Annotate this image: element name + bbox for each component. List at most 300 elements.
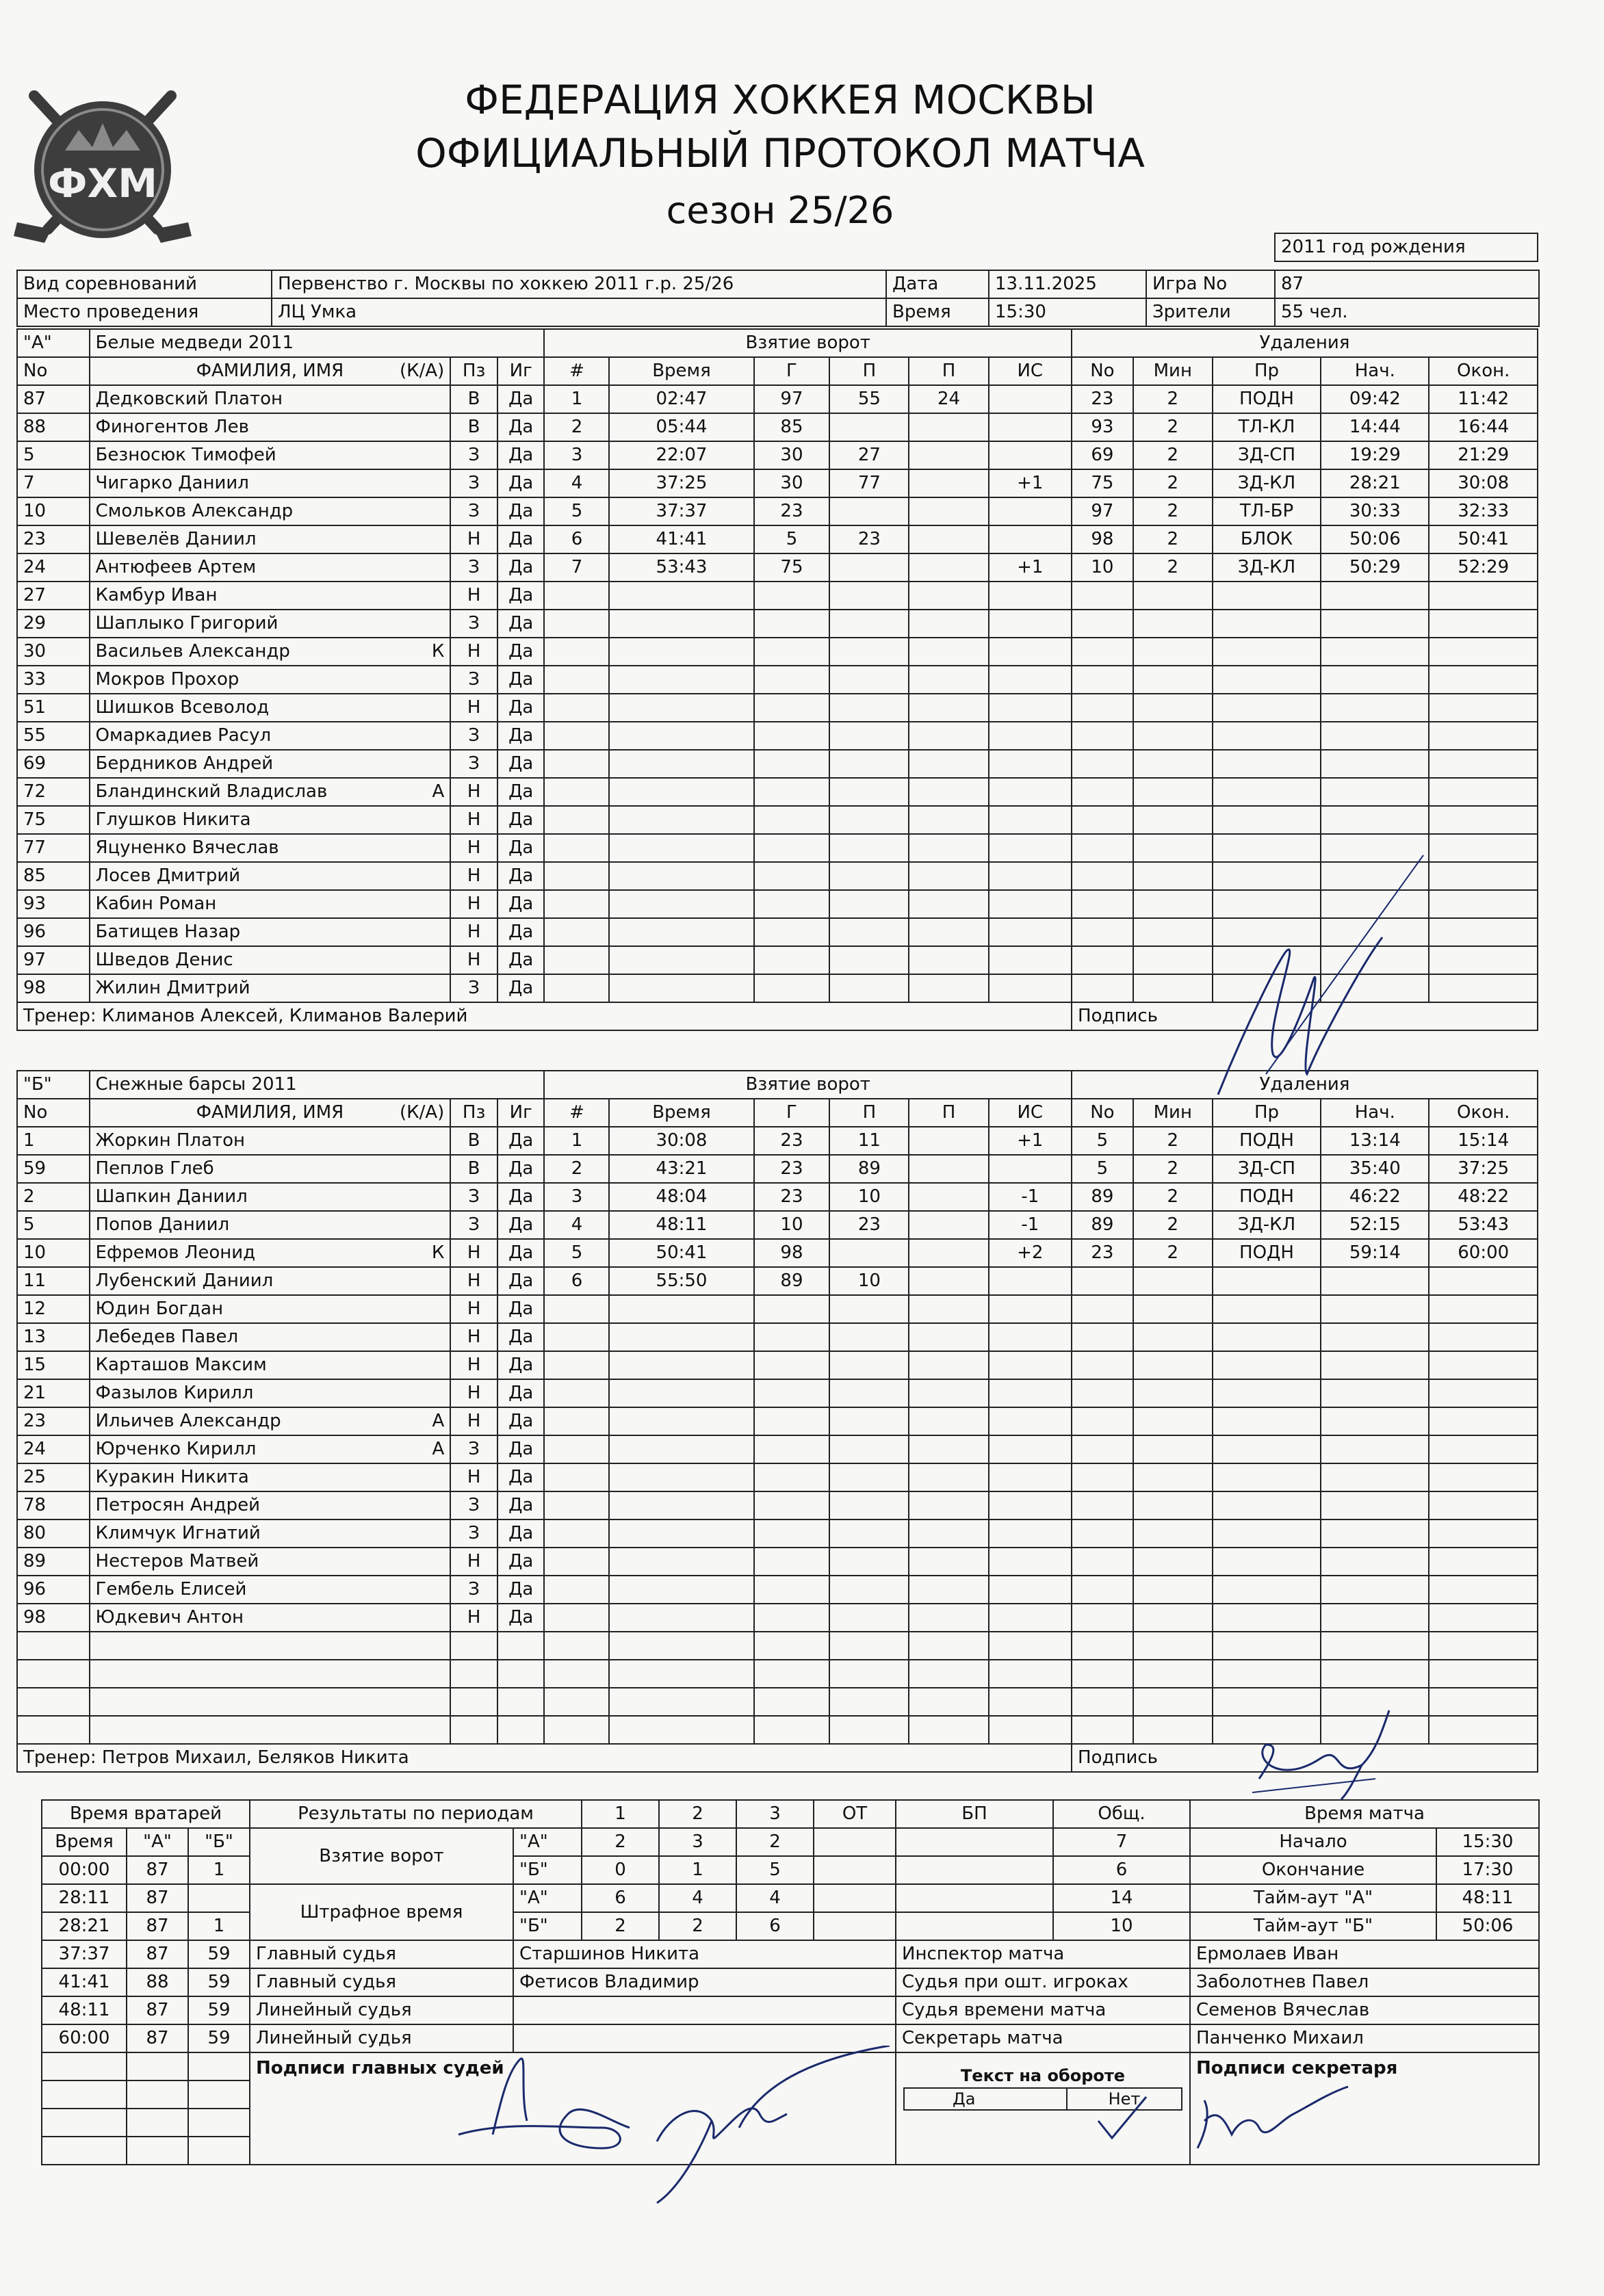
goal-is: +1 [989, 553, 1072, 582]
penalty-min: 2 [1133, 1211, 1213, 1239]
penalty-start [1321, 1295, 1429, 1323]
col-goal-time: Время [609, 1099, 753, 1127]
penalty-end [1429, 610, 1538, 638]
goal-g [754, 918, 830, 946]
player-played: Да [497, 1407, 545, 1435]
penalty-no [1072, 890, 1133, 918]
player-played: Да [497, 1463, 545, 1491]
match-info-table [16, 270, 1540, 327]
player-no: 11 [17, 1267, 90, 1295]
goal-n [544, 666, 609, 694]
goal-p2 [909, 610, 988, 638]
penalty-end [1429, 1491, 1538, 1519]
player-row [17, 1435, 1538, 1463]
goal-is [989, 1688, 1072, 1716]
penalty-min [1133, 1379, 1213, 1407]
goal-n [544, 750, 609, 778]
penalty-end: 30:08 [1429, 469, 1538, 497]
penalty-reason: ЗД-КЛ [1213, 553, 1321, 582]
player-played: Да [497, 1127, 545, 1155]
player-name-cell [90, 1127, 451, 1155]
goal-time [609, 666, 753, 694]
goal-g [754, 1407, 830, 1435]
goal-p2 [909, 1351, 988, 1379]
goal-p2 [909, 946, 988, 974]
player-name: Мокров Прохор [95, 669, 240, 690]
goal-p2 [909, 1407, 988, 1435]
goal-g: 23 [754, 1127, 830, 1155]
player-name-cell [90, 834, 451, 862]
goal-p2 [909, 553, 988, 582]
goal-p1 [829, 918, 909, 946]
penalty-start [1321, 722, 1429, 750]
goal-is [989, 1519, 1072, 1548]
end-label: Окончание [1190, 1856, 1436, 1884]
goal-n [544, 946, 609, 974]
goal-is [989, 1632, 1072, 1660]
penalty-start [1321, 750, 1429, 778]
player-no: 55 [17, 722, 90, 750]
official-role: Линейный судья [250, 1996, 513, 2024]
player-position: Н [450, 890, 497, 918]
spectators-label: Зрители [1146, 298, 1275, 326]
team-tag: "Б" [17, 1071, 90, 1099]
player-played: Да [497, 918, 545, 946]
penalty-start [1321, 1351, 1429, 1379]
goal-n [544, 1604, 609, 1632]
penalty-reason [1213, 1323, 1321, 1351]
player-name-cell [90, 1379, 451, 1407]
col-pen-no: No [1072, 357, 1133, 385]
goal-time [609, 1576, 753, 1604]
goal-n [544, 1576, 609, 1604]
player-name-cell [90, 1183, 451, 1211]
penalty-start [1321, 1323, 1429, 1351]
goalie-time: 41:41 [42, 1968, 127, 1996]
player-position: З [450, 497, 497, 525]
goal-p2 [909, 1155, 988, 1183]
penalty-reason: ЗД-СП [1213, 1155, 1321, 1183]
player-name: Омаркадиев Расул [95, 725, 272, 746]
player-row [17, 1604, 1538, 1632]
player-row [17, 1239, 1538, 1267]
player-row [17, 1407, 1538, 1435]
total-header: Общ. [1053, 1800, 1190, 1828]
official-role-2: Секретарь матча [896, 2024, 1190, 2052]
goal-g: 85 [754, 413, 830, 441]
penalty-no [1072, 582, 1133, 610]
player-row [17, 974, 1538, 1002]
goal-p1 [829, 806, 909, 834]
goal-time [609, 638, 753, 666]
penalty-min [1133, 1323, 1213, 1351]
player-name: Бердников Андрей [95, 753, 274, 774]
goal-p2 [909, 1632, 988, 1660]
player-row [17, 918, 1538, 946]
penalty-reason [1213, 610, 1321, 638]
player-row [17, 1295, 1538, 1323]
penalty-end: 52:29 [1429, 553, 1538, 582]
time-label: Время [886, 298, 989, 326]
official-role-2: Судья времени матча [896, 1996, 1190, 2024]
penalty-no [1072, 1576, 1133, 1604]
goalie-b: 59 [188, 2024, 250, 2052]
penalty-min [1133, 694, 1213, 722]
penalty-end: 48:22 [1429, 1183, 1538, 1211]
player-name: Карташов Максим [95, 1355, 267, 1375]
time-value: 15:30 [989, 298, 1146, 326]
penalty-min [1133, 1604, 1213, 1632]
goal-g [754, 946, 830, 974]
pim-b-bp [896, 1912, 1053, 1940]
penalty-reason: ЗД-КЛ [1213, 1211, 1321, 1239]
player-name: Кабин Роман [95, 893, 217, 914]
col-pos: Пз [450, 1099, 497, 1127]
official-role: Линейный судья [250, 2024, 513, 2052]
competition-value: Первенство г. Москвы по хоккею 2011 г.р. 25/26 [272, 270, 886, 298]
goal-p2 [909, 1604, 988, 1632]
penalty-min [1133, 1716, 1213, 1744]
player-played: Да [497, 1351, 545, 1379]
goal-p2 [909, 1211, 988, 1239]
goal-g [754, 1435, 830, 1463]
player-position: Н [450, 834, 497, 862]
player-name-cell [90, 497, 451, 525]
penalty-reason [1213, 1716, 1321, 1744]
penalty-start [1321, 918, 1429, 946]
goal-g [754, 778, 830, 806]
player-row [17, 553, 1538, 582]
pim-b-total: 10 [1053, 1912, 1190, 1940]
player-no [17, 1660, 90, 1688]
penalty-no [1072, 1407, 1133, 1435]
penalty-end: 15:14 [1429, 1127, 1538, 1155]
player-row [17, 1127, 1538, 1155]
goalie-a: 87 [127, 2024, 188, 2052]
periods-header: Результаты по периодам [250, 1800, 582, 1828]
penalty-no: 69 [1072, 441, 1133, 469]
player-played: Да [497, 1491, 545, 1519]
player-no [17, 1688, 90, 1716]
player-no: 10 [17, 1239, 90, 1267]
penalty-reason: ТЛ-БР [1213, 497, 1321, 525]
goals-b-p2: 1 [659, 1856, 736, 1884]
goal-p1 [829, 778, 909, 806]
season-title: сезон 25/26 [666, 189, 894, 232]
penalty-start: 35:40 [1321, 1155, 1429, 1183]
player-name: Антюфеев Артем [95, 557, 257, 577]
player-row [17, 610, 1538, 638]
goal-p2 [909, 582, 988, 610]
penalty-no: 89 [1072, 1183, 1133, 1211]
player-name: Шаплыко Григорий [95, 613, 279, 634]
player-name-cell [90, 750, 451, 778]
player-name-cell [90, 1295, 451, 1323]
penalty-reason [1213, 638, 1321, 666]
goal-g: 23 [754, 497, 830, 525]
player-played: Да [497, 834, 545, 862]
player-no: 96 [17, 918, 90, 946]
player-name-cell [90, 1155, 451, 1183]
col-name [90, 1099, 451, 1127]
birth-year-box [1274, 233, 1538, 262]
pim-a-p3: 4 [736, 1884, 814, 1912]
goal-p1 [829, 1463, 909, 1491]
goal-g: 30 [754, 469, 830, 497]
penalty-reason: ПОДН [1213, 1239, 1321, 1267]
player-played: Да [497, 525, 545, 553]
player-name: Безносюк Тимофей [95, 445, 276, 465]
goal-p1 [829, 946, 909, 974]
penalty-end [1429, 1548, 1538, 1576]
goal-p1 [829, 1716, 909, 1744]
penalties-section-header: Удаления [1072, 329, 1538, 357]
penalty-end [1429, 1267, 1538, 1295]
goal-n [544, 1519, 609, 1548]
goal-p2 [909, 1519, 988, 1548]
goal-time [609, 694, 753, 722]
goal-p2 [909, 1548, 988, 1576]
goal-p2 [909, 666, 988, 694]
penalty-start: 59:14 [1321, 1239, 1429, 1267]
goal-p2 [909, 1716, 988, 1744]
goal-n [544, 1323, 609, 1351]
player-name: Жилин Дмитрий [95, 978, 250, 998]
penalty-reason [1213, 1295, 1321, 1323]
player-position: З [450, 1183, 497, 1211]
col-goal-no: # [544, 357, 609, 385]
penalty-end: 53:43 [1429, 1211, 1538, 1239]
goal-is [989, 1295, 1072, 1323]
player-position: В [450, 413, 497, 441]
penalty-start [1321, 974, 1429, 1002]
penalty-no [1072, 750, 1133, 778]
goal-p2 [909, 469, 988, 497]
penalty-end [1429, 582, 1538, 610]
penalty-reason: ЗД-СП [1213, 441, 1321, 469]
gt-time-header: Время [42, 1828, 127, 1856]
player-played: Да [497, 413, 545, 441]
player-played: Да [497, 553, 545, 582]
goal-p2 [909, 806, 988, 834]
penalty-no: 97 [1072, 497, 1133, 525]
player-played [497, 1688, 545, 1716]
player-no: 75 [17, 806, 90, 834]
goal-n [544, 638, 609, 666]
player-row [17, 413, 1538, 441]
goal-g [754, 1351, 830, 1379]
col-pen-min: Мин [1133, 357, 1213, 385]
player-role: К [431, 1242, 445, 1263]
player-position: З [450, 974, 497, 1002]
goal-is [989, 862, 1072, 890]
player-no: 33 [17, 666, 90, 694]
team-name: Снежные барсы 2011 [90, 1071, 545, 1099]
penalty-min [1133, 1519, 1213, 1548]
player-played: Да [497, 1435, 545, 1463]
player-played [497, 1716, 545, 1744]
player-name: Ильичев Александр [95, 1411, 281, 1431]
penalty-min [1133, 1435, 1213, 1463]
goal-p2 [909, 1127, 988, 1155]
goalie-b: 59 [188, 1968, 250, 1996]
goal-n: 4 [544, 1211, 609, 1239]
player-played: Да [497, 862, 545, 890]
penalty-no [1072, 778, 1133, 806]
penalty-min [1133, 806, 1213, 834]
player-name-cell [90, 1407, 451, 1435]
goal-g [754, 834, 830, 862]
goal-p1 [829, 1351, 909, 1379]
goal-n: 6 [544, 525, 609, 553]
player-position: Н [450, 525, 497, 553]
penalty-no [1072, 1267, 1133, 1295]
player-position: Н [450, 1323, 497, 1351]
player-row [17, 806, 1538, 834]
goal-time [609, 1407, 753, 1435]
penalty-reason [1213, 806, 1321, 834]
goal-time [609, 1716, 753, 1744]
player-played: Да [497, 1183, 545, 1211]
goal-time [609, 778, 753, 806]
player-position: Н [450, 638, 497, 666]
goal-p1 [829, 890, 909, 918]
player-name-cell [90, 1435, 451, 1463]
player-name: Куракин Никита [95, 1467, 249, 1487]
goal-p2 [909, 1660, 988, 1688]
gt-a-header: "А" [127, 1828, 188, 1856]
goal-time [609, 862, 753, 890]
spectators-value: 55 чел. [1275, 298, 1539, 326]
player-name: Яцуненко Вячеслав [95, 837, 279, 858]
penalty-reason [1213, 1604, 1321, 1632]
goal-is [989, 1379, 1072, 1407]
player-played: Да [497, 1323, 545, 1351]
penalty-start [1321, 1604, 1429, 1632]
penalty-end [1429, 1660, 1538, 1688]
penalty-min: 2 [1133, 1239, 1213, 1267]
goal-time: 50:41 [609, 1239, 753, 1267]
col-played: Иг [497, 1099, 545, 1127]
goal-is [989, 946, 1072, 974]
penalty-no [1072, 1295, 1133, 1323]
player-no: 87 [17, 385, 90, 413]
goal-g [754, 610, 830, 638]
goal-g: 89 [754, 1267, 830, 1295]
player-row [17, 1183, 1538, 1211]
penalty-reason [1213, 1519, 1321, 1548]
player-name-cell [90, 1323, 451, 1351]
penalty-start [1321, 1435, 1429, 1463]
col-pen-start: Нач. [1321, 357, 1429, 385]
goal-is [989, 694, 1072, 722]
competition-label: Вид соревнований [17, 270, 272, 298]
goal-is [989, 974, 1072, 1002]
penalty-min: 2 [1133, 1155, 1213, 1183]
player-role: А [432, 781, 445, 802]
player-played: Да [497, 1548, 545, 1576]
signature-label: Подпись [1072, 1744, 1538, 1772]
player-no: 23 [17, 525, 90, 553]
timeout-b-value: 50:06 [1436, 1912, 1539, 1940]
penalty-end [1429, 918, 1538, 946]
logo-text: ФХМ [48, 160, 157, 207]
goalie-b: 1 [188, 1856, 250, 1884]
penalty-end [1429, 1295, 1538, 1323]
player-name: Камбур Иван [95, 585, 218, 605]
player-name: Глушков Никита [95, 809, 251, 830]
goal-p1: 10 [829, 1267, 909, 1295]
goalie-time: 37:37 [42, 1940, 127, 1968]
goal-n [544, 1632, 609, 1660]
player-played: Да [497, 1155, 545, 1183]
penalty-end [1429, 1435, 1538, 1463]
goals-b-label: "Б" [513, 1856, 582, 1884]
col-goal-g: Г [754, 1099, 830, 1127]
goalie-a: 87 [127, 1856, 188, 1884]
penalty-no: 23 [1072, 1239, 1133, 1267]
goal-p2 [909, 1491, 988, 1519]
player-name: Батищев Назар [95, 922, 241, 942]
player-position: З [450, 1211, 497, 1239]
penalty-start [1321, 638, 1429, 666]
goalie-b: 59 [188, 1996, 250, 2024]
col-no: No [17, 1099, 90, 1127]
goal-p1: 89 [829, 1155, 909, 1183]
player-no [17, 1632, 90, 1660]
player-name-cell [90, 582, 451, 610]
penalty-start: 50:06 [1321, 525, 1429, 553]
goal-n [544, 1716, 609, 1744]
goal-is [989, 525, 1072, 553]
goal-p1: 23 [829, 1211, 909, 1239]
player-name: Шевелёв Даниил [95, 529, 257, 549]
timeout-b-label: Тайм-аут "Б" [1190, 1912, 1436, 1940]
pim-b-p1: 2 [582, 1912, 659, 1940]
penalty-start [1321, 1660, 1429, 1688]
player-name: Смольков Александр [95, 501, 294, 521]
penalty-min [1133, 1407, 1213, 1435]
penalty-start: 52:15 [1321, 1211, 1429, 1239]
col-pen-end: Окон. [1429, 357, 1538, 385]
penalty-end: 16:44 [1429, 413, 1538, 441]
col-goal-p2: П [909, 357, 988, 385]
player-row [17, 638, 1538, 666]
penalty-min: 2 [1133, 413, 1213, 441]
player-no: 98 [17, 1604, 90, 1632]
penalty-start [1321, 1463, 1429, 1491]
penalty-end [1429, 890, 1538, 918]
player-name-cell [90, 1548, 451, 1576]
player-role: К [431, 641, 445, 662]
penalty-no [1072, 1660, 1133, 1688]
penalty-reason: ПОДН [1213, 1183, 1321, 1211]
goal-time [609, 1519, 753, 1548]
player-no: 78 [17, 1491, 90, 1519]
col-no: No [17, 357, 90, 385]
player-no: 23 [17, 1407, 90, 1435]
player-position: В [450, 1127, 497, 1155]
player-no: 24 [17, 1435, 90, 1463]
player-no: 25 [17, 1463, 90, 1491]
penalty-end [1429, 1407, 1538, 1435]
player-no: 5 [17, 1211, 90, 1239]
goal-n: 5 [544, 1239, 609, 1267]
goal-p1: 23 [829, 525, 909, 553]
penalty-reason [1213, 1351, 1321, 1379]
player-position: Н [450, 1295, 497, 1323]
player-name: Лосев Дмитрий [95, 865, 241, 886]
